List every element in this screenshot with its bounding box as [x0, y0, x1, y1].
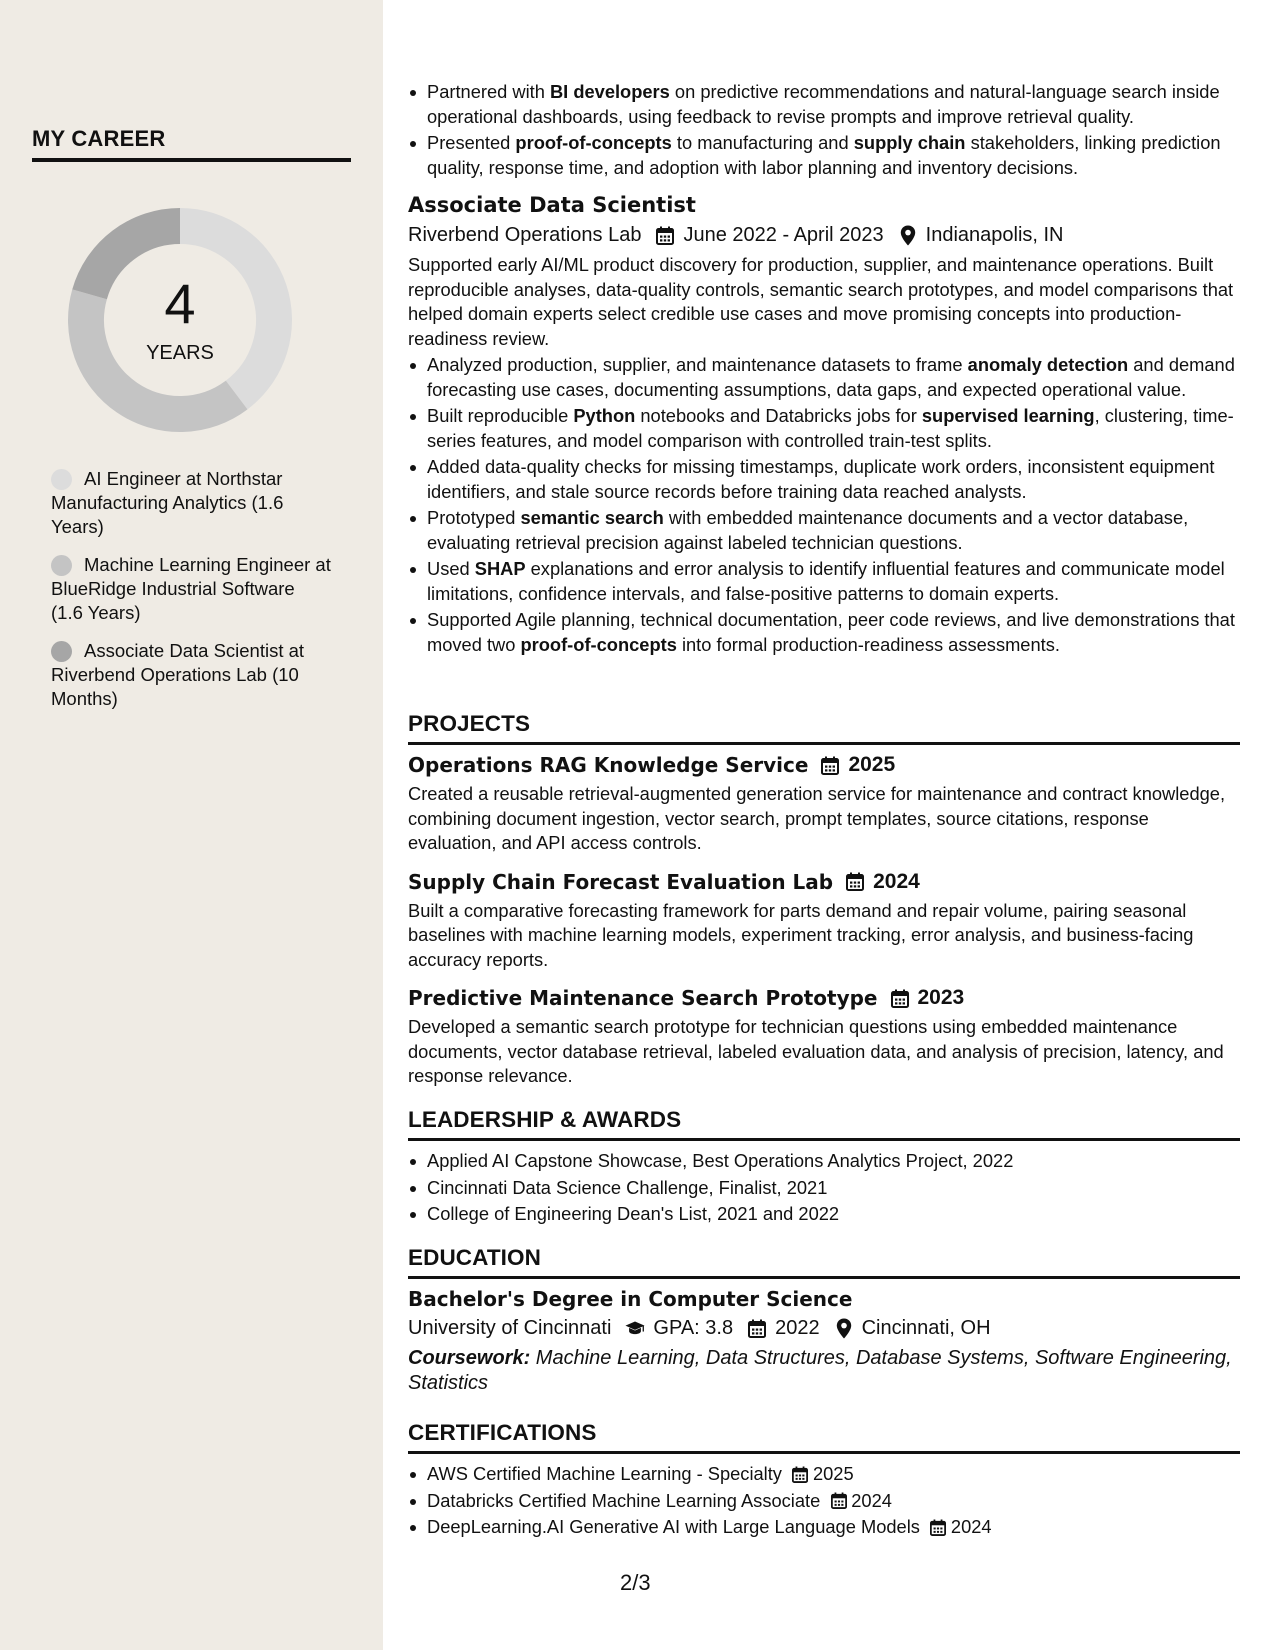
bullet-item: Cincinnati Data Science Challenge, Finalist, 2021 [408, 1176, 1240, 1201]
legend-label: Associate Data Scientist at Riverbend Operations Lab (10 Months) [51, 640, 305, 709]
project-year: 2024 [873, 869, 920, 893]
graduation-year: 2022 [775, 1317, 820, 1339]
gpa: GPA: 3.8 [653, 1317, 734, 1339]
page-number: 2/3 [620, 1570, 651, 1595]
projects-section [408, 711, 1240, 1089]
legend-label: AI Engineer at Northstar Manufacturing Analytics (1.6 Years) [51, 468, 284, 537]
education-heading: EDUCATION [408, 1245, 1240, 1279]
calendar-icon [655, 225, 675, 245]
bullet-item: Built reproducible Python notebooks and Databricks jobs for supervised learning, clustering, time-series features, and model comparison with controlled train-test splits. [408, 404, 1240, 453]
previous-job-bullets [408, 80, 1240, 182]
education-meta [408, 1315, 1240, 1341]
calendar-icon [820, 755, 840, 775]
location-pin-icon [898, 225, 918, 245]
bullet-item: Used SHAP explanations and error analysis to identify influential features and communicate model limitations, confidence intervals, and false-positive patterns to domain experts. [408, 557, 1240, 606]
bullet-item: Applied AI Capstone Showcase, Best Operations Analytics Project, 2022 [408, 1149, 1240, 1174]
projects-heading: PROJECTS [408, 711, 1240, 745]
donut-years-unit: YEARS [146, 341, 214, 364]
job-company: Riverbend Operations Lab [408, 224, 642, 246]
project-year: 2025 [848, 753, 896, 776]
legend-label: Machine Learning Engineer at BlueRidge Industrial Software (1.6 Years) [51, 554, 331, 623]
donut-years-number: 4 [164, 271, 196, 335]
legend-item [51, 553, 331, 625]
certification-year: 2025 [812, 1463, 854, 1484]
certification-item: Databricks Certified Machine Learning Associate 2024 [408, 1489, 1240, 1514]
coursework-label: Coursework: [408, 1347, 531, 1369]
project-title: Operations RAG Knowledge Service 2025 [408, 753, 896, 777]
degree-title: Bachelor's Degree in Computer Science [408, 1287, 853, 1311]
bullet-item: Analyzed production, supplier, and maintenance datasets to frame anomaly detection and demand forecasting use cases, documenting assumptions, data gaps, and expected operational value. [408, 353, 1240, 402]
legend-dot [51, 469, 72, 490]
bullet-item: College of Engineering Dean's List, 2021 and 2022 [408, 1202, 1240, 1227]
legend-dot [51, 641, 72, 662]
school-location: Cincinnati, OH [861, 1317, 991, 1339]
project-year: 2023 [917, 986, 965, 1009]
location-pin-icon [834, 1318, 854, 1338]
legend-item [51, 467, 331, 539]
calendar-icon [830, 1492, 847, 1509]
calendar-icon [845, 872, 865, 892]
project-description: Developed a semantic search prototype for technician questions using embedded maintenance documents, vector database retrieval, labeled evaluation data, and analysis of precision, latency, and response relevance. [408, 1016, 1224, 1086]
bullet-item: Supported Agile planning, technical documentation, peer code reviews, and live demonstrations that moved two proof-of-concepts into formal production-readiness assessments. [408, 608, 1240, 657]
career-sidebar [0, 0, 383, 1650]
bullet-item: Added data-quality checks for missing timestamps, duplicate work orders, inconsistent equipment identifiers, and stale source records before training data reached analysts. [408, 455, 1240, 504]
career-legend [51, 467, 331, 725]
calendar-icon [930, 1519, 947, 1536]
bullet-item: Prototyped semantic search with embedded maintenance documents and a vector database, evaluating retrieval precision against labeled technician questions. [408, 506, 1240, 555]
project-description: Built a comparative forecasting framework for parts demand and repair volume, pairing seasonal baselines with machine learning models, experiment tracking, error analysis, and business-facing accuracy reports. [408, 899, 1194, 970]
graduation-cap-icon [625, 1318, 645, 1338]
school-name: University of Cincinnati [408, 1317, 612, 1339]
certifications-section [408, 1420, 1240, 1542]
career-heading: MY CAREER [32, 126, 166, 151]
job-title: Associate Data Scientist [408, 193, 696, 217]
education-section [408, 1245, 1240, 1396]
bullet-item: Presented proof-of-concepts to manufacturing and supply chain stakeholders, linking prediction quality, response time, and adoption with labor planning and inventory decisions. [408, 131, 1240, 180]
certifications-heading: CERTIFICATIONS [408, 1420, 1240, 1454]
calendar-icon [747, 1318, 767, 1338]
certification-year: 2024 [950, 1516, 992, 1537]
career-donut-chart [60, 200, 300, 440]
certification-year: 2024 [851, 1489, 892, 1511]
project-description: Created a reusable retrieval-augmented generation service for maintenance and contract knowledge, combining document ingestion, vector search, prompt templates, source citations, response evaluation, and API access controls. [408, 783, 1226, 853]
calendar-icon [792, 1466, 809, 1483]
career-heading-rule [32, 158, 351, 162]
leadership-list [408, 1149, 1240, 1227]
job-bullets [408, 353, 1240, 657]
legend-dot [51, 555, 72, 576]
leadership-heading: LEADERSHIP & AWARDS [408, 1107, 1240, 1141]
job-meta [408, 222, 1240, 248]
coursework-list: Machine Learning, Data Structures, Database Systems, Software Engineering, Statistics [408, 1347, 1232, 1394]
certifications-list [408, 1462, 1240, 1540]
donut-center [60, 200, 300, 440]
certification-item: DeepLearning.AI Generative AI with Large Language Models 2024 [408, 1515, 1240, 1540]
project-title: Supply Chain Forecast Evaluation Lab 2024 [408, 869, 920, 894]
legend-item [51, 639, 331, 711]
job-summary: Supported early AI/ML product discovery for production, supplier, and maintenance operations. Built reproducible analyses, data-quality controls, semantic search prototypes, and model comparisons that helped domain experts select credible use cases and move promising concepts into production-readiness review. [408, 254, 1234, 349]
certification-item: AWS Certified Machine Learning - Specialty 2025 [408, 1462, 1240, 1487]
leadership-section [408, 1107, 1240, 1229]
coursework [408, 1346, 1240, 1396]
calendar-icon [890, 988, 910, 1008]
job-dates: June 2022 - April 2023 [683, 224, 884, 246]
project-title: Predictive Maintenance Search Prototype 2023 [408, 986, 965, 1010]
job-entry [408, 193, 1240, 659]
job-location: Indianapolis, IN [925, 224, 1064, 246]
bullet-item: Partnered with BI developers on predictive recommendations and natural-language search inside operational dashboards, using feedback to revise prompts and improve retrieval quality. [408, 80, 1240, 129]
